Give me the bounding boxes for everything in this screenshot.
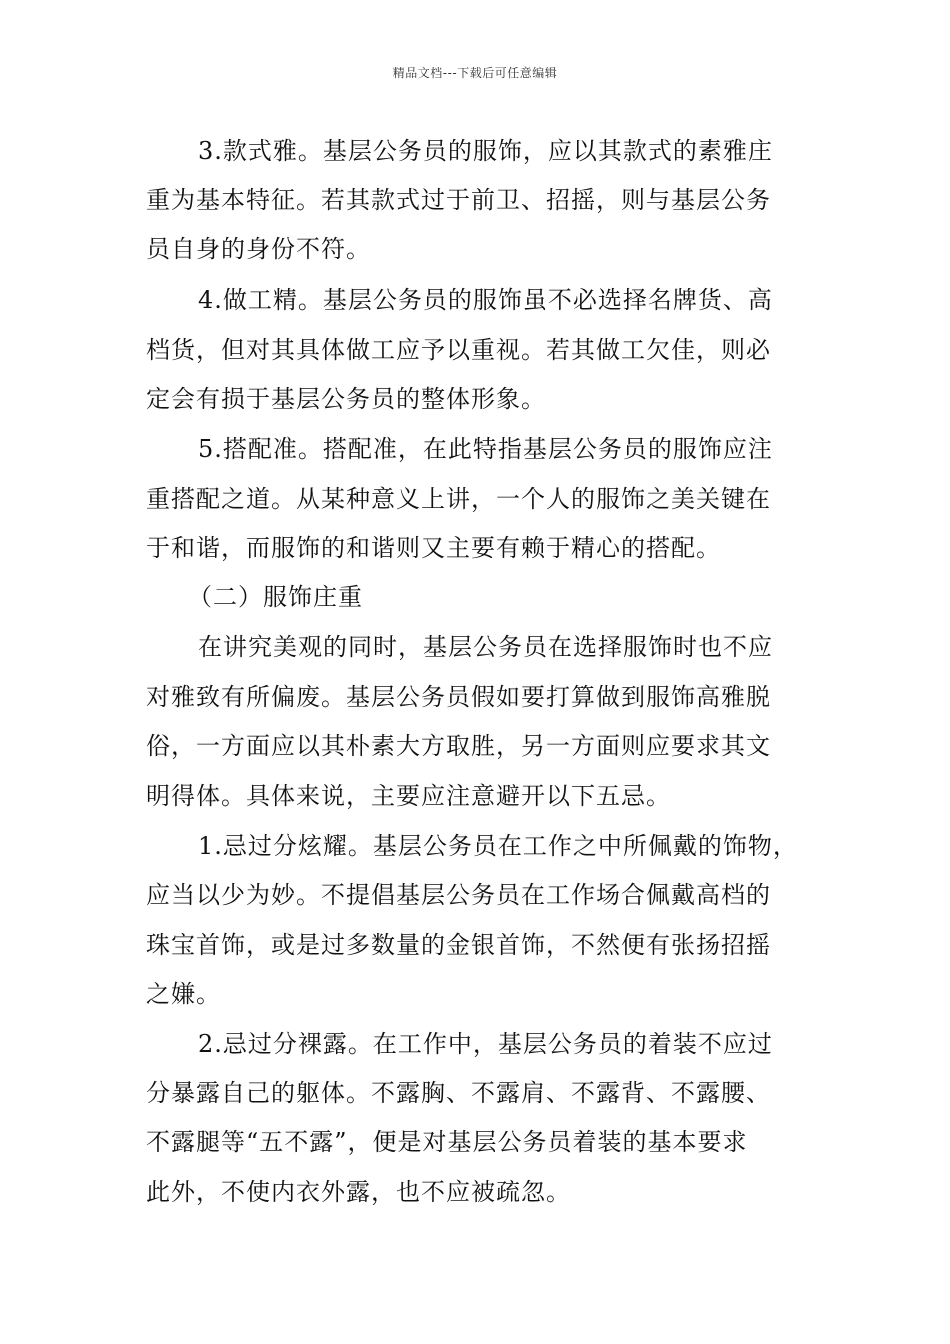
paragraph-line: 对雅致有所偏废。基层公务员假如要打算做到服饰高雅脱	[146, 683, 771, 711]
paragraph-line: 应当以少为妙。不提倡基层公务员在工作场合佩戴高档的	[146, 881, 771, 909]
paragraph-line: 不露腿等“五不露”，便是对基层公务员着装的基本要求	[146, 1128, 748, 1156]
paragraph-line: 于和谐，而服饰的和谐则又主要有赖于精心的搭配。	[146, 534, 721, 562]
paragraph-line: 分暴露自己的躯体。不露胸、不露肩、不露背、不露腰、	[146, 1079, 771, 1107]
paragraph-line: 4.做工精。基层公务员的服饰虽不必选择名牌货、高	[198, 286, 773, 314]
paragraph-line: 此外，不使内衣外露，也不应被疏忽。	[146, 1178, 571, 1206]
paragraph-line: 5.搭配准。搭配准，在此特指基层公务员的服饰应注	[198, 435, 773, 463]
paragraph-line: 在讲究美观的同时，基层公务员在选择服饰时也不应	[198, 633, 773, 661]
paragraph-line: 1.忌过分炫耀。基层公务员在工作之中所佩戴的饰物，	[198, 832, 798, 860]
paragraph-line: 珠宝首饰，或是过多数量的金银首饰，不然便有张扬招摇	[146, 931, 771, 959]
paragraph-line: 重搭配之道。从某种意义上讲，一个人的服饰之美关键在	[146, 485, 771, 513]
paragraph-line: 明得体。具体来说，主要应注意避开以下五忌。	[146, 782, 671, 810]
paragraph-line: 员自身的身份不符。	[146, 235, 371, 263]
paragraph-line: 俗，一方面应以其朴素大方取胜，另一方面则应要求其文	[146, 732, 771, 760]
paragraph-line: 定会有损于基层公务员的整体形象。	[146, 385, 546, 413]
paragraph-line: 3.款式雅。基层公务员的服饰，应以其款式的素雅庄	[198, 137, 773, 165]
paragraph-line: 2.忌过分裸露。在工作中，基层公务员的着装不应过	[198, 1030, 773, 1058]
paragraph-line: 档货，但对其具体做工应予以重视。若其做工欠佳，则必	[146, 336, 771, 364]
paragraph-line: 重为基本特征。若其款式过于前卫、招摇，则与基层公务	[146, 186, 771, 214]
paragraph-line: 之嫌。	[146, 980, 221, 1008]
page-header: 精品文档---下载后可任意编辑	[392, 66, 558, 80]
section-heading: （二）服饰庄重	[188, 583, 363, 611]
